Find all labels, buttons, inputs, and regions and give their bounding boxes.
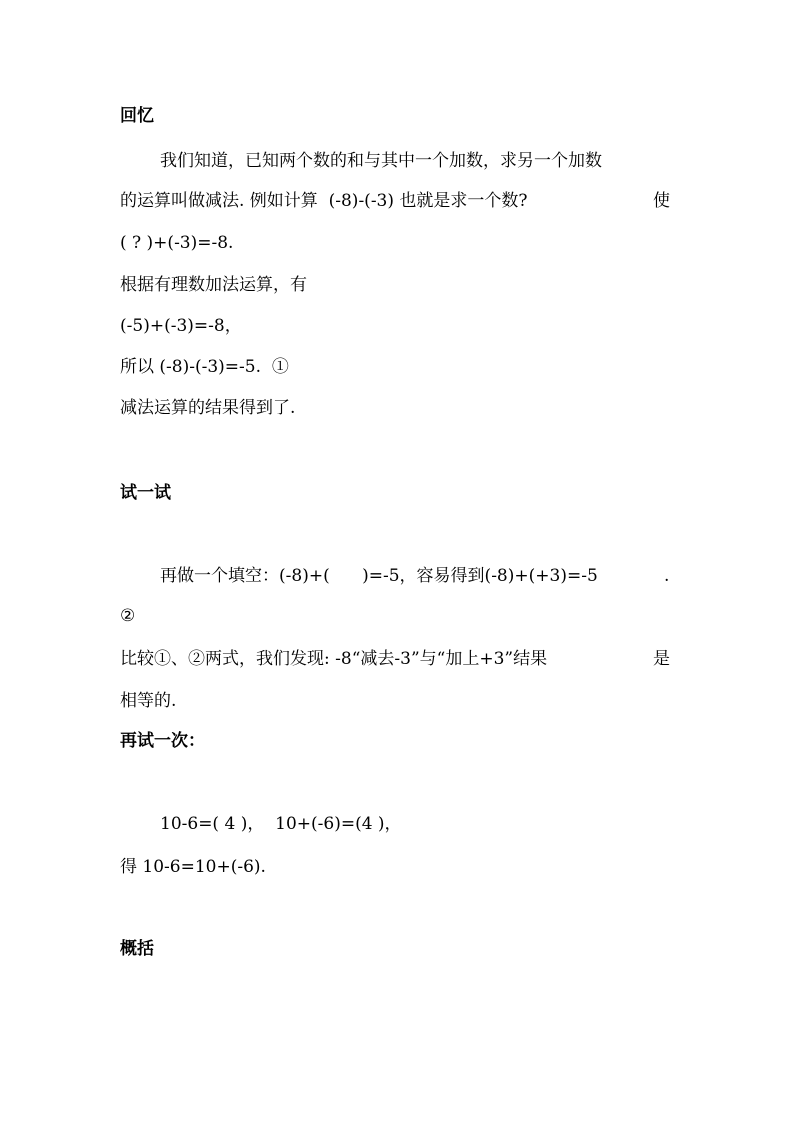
heading-summary: 概括 [120,939,154,959]
recall-paragraph-line-3: ( ? )+(-3)=-8. [120,233,234,253]
try-line-1-end: . [664,566,670,586]
recall-paragraph-line-4: 根据有理数加法运算，有 [120,275,307,295]
try-line-1: 再做一个填空：(-8)+( )=-5，容易得到(-8)+(+3)=-5 [160,566,598,586]
try-line-2: ② [120,606,136,626]
recall-paragraph-line-1: 我们知道，已知两个数的和与其中一个加数，求另一个加数 [160,151,602,171]
recall-equation-1: (-5)+(-3)=-8， [120,316,242,336]
try-again-line-2: 得 10-6=10+(-6). [120,857,266,877]
try-line-4: 相等的. [120,691,177,711]
recall-conclusion: 减法运算的结果得到了. [120,398,296,418]
try-line-3-end: 是 [653,649,670,669]
try-line-3: 比较①、②两式，我们发现: -8“减去-3”与“加上+3”结果 [120,649,548,669]
recall-paragraph-line-2: 的运算叫做减法. 例如计算 (-8)-(-3) 也就是求一个数? [120,191,528,211]
recall-equation-2: 所以 (-8)-(-3)=-5. ① [120,357,289,377]
heading-try: 试一试 [120,483,171,503]
heading-recall: 回忆 [120,106,154,126]
heading-try-again: 再试一次： [120,731,205,751]
try-again-line-1: 10-6=( 4 )， 10+(-6)=(4 )， [160,814,402,834]
recall-paragraph-line-2-end: 使 [653,191,670,211]
